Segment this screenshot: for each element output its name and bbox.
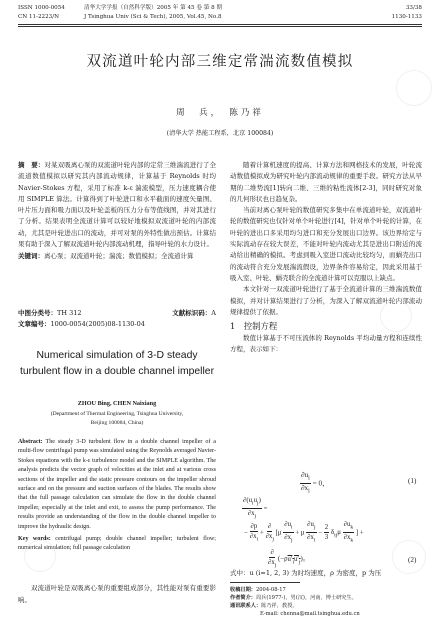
body-paragraph-1: 随着计算机速度的提高、计算方法和网格技术的发展，叶轮流动数值模拟成为研究叶轮内部流动规律的重要手段。研究方法从早期的二维势流[1]转向二维、三维的粘性流体[2-3]，同时研究对象的几何形状也日趋复杂。 [230, 161, 422, 203]
footnote-rule [230, 582, 300, 583]
intro-left [18, 582, 216, 606]
journal-header [18, 4, 422, 22]
equation-2-line2: − $\frac{\partial p}{\partial x_i}$ + $\frac{\partial}{\partial x_j}$ [μ $\frac{\partial u_i}{\partial x_j}$ + μ $\frac{\partial u_j}{\partial x_i}$ − $\frac{2}{3}$ $\delta_{ij}\mu$ $\frac{\partial u_k}{\partial x_k}$ ] + [244, 521, 364, 544]
equation-2-number: (2) [408, 556, 417, 564]
watermark-stamp [396, 70, 432, 106]
contact-person: 陈乃祥，教授， [261, 603, 298, 609]
affiliation-en-line2: Beijing 100084, China) [90, 420, 144, 426]
journal-name-en: J Tsinghua Univ (Sci & Tech), 2005, Vol.45, No.8 [84, 14, 222, 20]
body-paragraph-3: 本文针对一双流道叶轮进行了基于全流道计算的三维湍流数值模拟，并对计算结果进行了分析，为深入了解双流道叶轮内部流动规律提供了依据。 [230, 285, 422, 316]
issn: ISSN 1000-0054 [18, 5, 65, 11]
equation-1-number: (1) [408, 477, 417, 485]
abstract-cn-label: 摘 要： [18, 161, 45, 169]
received-date: 2004-08-17 [255, 587, 286, 593]
authors-cn: 周 兵， 陈乃祥 [176, 108, 264, 118]
keywords-cn-text: 离心泵；双流道叶轮；湍流；数值模拟；全流道计算 [44, 252, 194, 261]
clc-label: 中图分类号： [18, 309, 57, 317]
article-no-label: 文章编号： [18, 320, 51, 328]
abstract-cn [18, 160, 216, 263]
watermark-stamp [24, 540, 56, 572]
header-rule-2 [18, 26, 422, 27]
authors-en: ZHOU Bing, CHEN Naixiang [77, 400, 157, 407]
intro-left-paragraph: 双流道叶轮是双吸离心泵的重要组成部分，其性能对泵有重要影响。 [18, 584, 216, 604]
doc-code-label: 文献标识码： [172, 309, 212, 317]
equation-2-line1: $\frac{\partial(u_iu_j)}{\partial x_j}$ = [243, 497, 268, 520]
section-heading: 1 控制方程 [230, 321, 278, 332]
affiliation-en [18, 410, 216, 428]
author-bio: 周兵(1977-)，男(汉)，河南，博士研究生。 [255, 595, 357, 601]
classification-info [18, 308, 216, 330]
abstract-en-label: Abstract: [18, 439, 43, 445]
received-label: 收稿日期： [230, 587, 256, 593]
abstract-cn-text: 对某双吸离心泵的双流道叶轮内部的定常三维湍流进行了全流道数值模拟以研究其内部流动规律，计算基于 Reynolds 时均 Navier-Stokes 方程，采用了标准 k-ε 湍流模型，压力速度耦合使用 SIMPLE 算法。计算得到了叶轮进口和水平截面的速度矢量图、叶片压力面和吸力面以及叶轮盖板的压力分布等值线图，并对其进行了分析。结果表明全流道计算可以较好地模拟双流道叶轮的内部流动，尤其是叶轮进出口的流动，并可对泵的外特性做出预估。计算结果有助于深入了解双流道叶轮内部流动机理，指导叶轮的水力设计。 [18, 161, 217, 249]
body-paragraph-4: 数值计算基于不可压流体的 Reynolds 平均动量方程和连续性方程，表示如下： [230, 334, 422, 354]
watermark-stamp [380, 300, 412, 332]
page-range-short: 33/38 [405, 5, 422, 11]
equation-1: $\frac{\partial u_i}{\partial x_i}$ = 0， [301, 471, 330, 495]
header-rule [18, 24, 422, 25]
page-range: 1130-1133 [391, 14, 422, 20]
keywords-cn-label: 关键词： [18, 252, 44, 261]
email-label: E-mail: [260, 611, 281, 617]
clc-value: TH 312 [57, 309, 82, 317]
abstract-en [18, 438, 216, 554]
contact-label: 通讯联系人： [230, 603, 262, 609]
doc-code-value: A [211, 309, 216, 317]
email-link[interactable]: chenna@mail.tsinghua.edu.cn [280, 611, 360, 617]
keywords-en-label: Key words: [18, 536, 51, 543]
paper-title-en: Numerical simulation of 3-D steady turbulent flow in a double channel impeller [19, 350, 215, 377]
body-after-equation: 式中：u (i=1, 2, 3) 为时均速度，ρ 为密度，p 为压 [230, 569, 382, 577]
keywords-en-text: centrifugal pump; double channel impeller; turbulent flow; numerical simulation; full passage calculation [18, 536, 216, 552]
abstract-en-text: The steady 3-D turbulent flow in a double channel impeller of a multi-flow centrifugal pump was simulated using the Reynolds averaged Navier-Stokes equations with the k-ε turbulence model and the SIMPLE algorithm. The analysis predicts the vector graph of velocities at the inlet and at various cross sections of the impeller and the static pressure contours on the impeller shroud surface and on the pressure and suction surfaces of the blades. The results show that the full passage calculation can simulate the flow in the double channel impeller, especially at the inlet and exit, to assess the pump performance. The results provide an understanding of the flow in the double channel impeller to improve the hydraulic design. [18, 439, 216, 530]
cn-number: CN 11-2223/N [18, 14, 59, 20]
journal-name-cn: 清华大学学报（自然科学版）2005 年 第 45 卷 第 8 期 [84, 5, 223, 11]
footnotes [230, 586, 422, 618]
article-no-value: 1000-0054(2005)08-1130-04 [50, 320, 145, 328]
paper-title-cn: 双流道叶轮内部三维定常湍流数值模拟 [86, 54, 354, 70]
watermark-stamp [392, 540, 426, 574]
affiliation-en-line1: (Department of Thermal Engineering, Tsinghua University, [50, 411, 184, 417]
equation-2-line3: $\frac{\partial}{\partial x_j}$ $(-\rho u'_iu'_j)$。 [268, 549, 310, 569]
affiliation-cn: (清华大学 热能工程系，北京 100084) [166, 130, 274, 137]
body-paragraph-2: 当前对离心泵叶轮的数值研究多集中在单流道叶轮，双流道叶轮的数值研究也仅针对单个叶轮进行[4]，针对单个叶轮的计算，在叶轮的进出口多采用均匀进口和充分发展出口边界。该边界给定与实际流动存在较大误差，不能对叶轮内流动尤其是进出口附近的流动给出精确的模拟。考虑到吸入室进口流动比较均匀，而蜗壳出口的流动符合充分发展湍流假设，边界条件容易给定，因此采用基于吸入室、叶轮、蜗壳联合的全流道计算可以克服以上缺点。 [230, 206, 422, 282]
author-bio-label: 作者简介： [230, 595, 256, 601]
